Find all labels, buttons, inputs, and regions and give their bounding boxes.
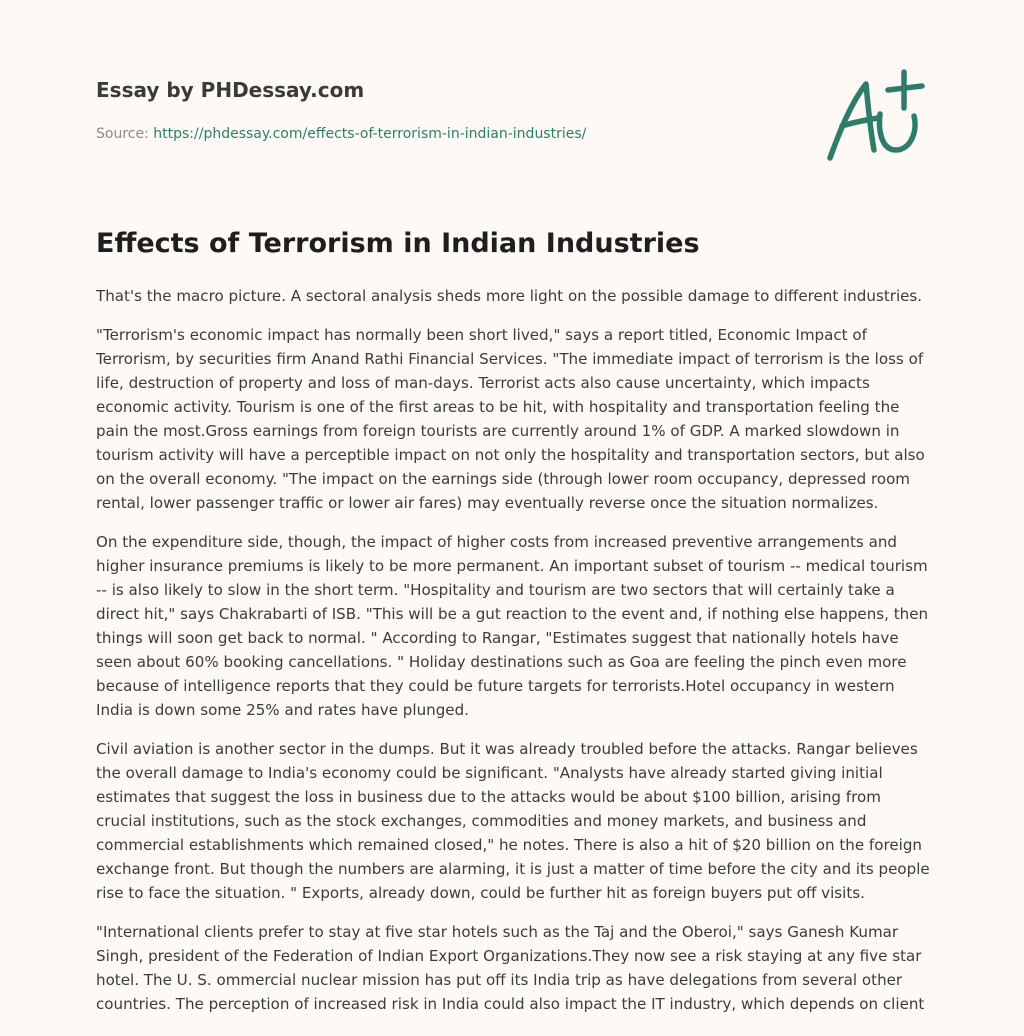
site-title: Essay by PHDessay.com bbox=[96, 78, 365, 102]
essay-paragraph: That's the macro picture. A sectoral analysis sheds more light on the possible damage to different industries. bbox=[96, 287, 923, 305]
essay-body bbox=[96, 222, 932, 1031]
a-plus-grade-icon bbox=[820, 66, 930, 166]
essay-paragraph: "International clients prefer to stay at five star hotels such as the Taj and the Oberoi," says Ganesh Kumar Singh, president of the Federation of Indian Export Organizations.They now see a risk staying at any five star hotel. The U. S. ommercial nuclear mission has put off its India trip as have delegations from several other countries. The perception of increased risk in India could also impact the IT industry, which depends on client bbox=[96, 923, 925, 1013]
source-label: Source: bbox=[96, 126, 154, 142]
essay-paragraph: Civil aviation is another sector in the dumps. But it was already troubled before the attacks. Rangar believes the overall damage to India's economy could be significant. "Analysts have already started giving initial estimates that suggest the loss in business due to the attacks would be about $100 billion, arising from crucial institutions, such as the stock exchanges, commodities and money markets, and business and commercial establishments which remained closed," he notes. There is also a hit of $20 billion on the foreign exchange front. But though the numbers are alarming, it is just a matter of time before the city and its people rise to face the situation. " Exports, already down, could be further hit as foreign buyers put off visits. bbox=[96, 740, 930, 902]
essay-header bbox=[96, 76, 796, 144]
source-line bbox=[96, 124, 796, 144]
essay-paragraph: On the expenditure side, though, the impact of higher costs from increased preventive arrangements and higher insurance premiums is likely to be more permanent. An important subset of tourism -- medical tourism -- is also likely to slow in the short term. "Hospitality and tourism are two sectors that will certainly take a direct hit," says Chakrabarti of ISB. "This will be a gut reaction to the event and, if nothing else happens, then things will soon get back to normal. " According to Rangar, "Estimates suggest that nationally hotels have seen about 60% booking cancellations. " Holiday destinations such as Goa are feeling the pinch even more because of intelligence reports that they could be future targets for terrorists.Hotel occupancy in western India is down some 25% and rates have plunged. bbox=[96, 533, 929, 719]
source-link[interactable]: https://phdessay.com/effects-of-terrorism-in-indian-industries/ bbox=[153, 126, 587, 142]
essay-paragraph: "Terrorism's economic impact has normally been short lived," says a report titled, Economic Impact of Terrorism, by securities firm Anand Rathi Financial Services. "The immediate impact of terrorism is the loss of life, destruction of property and loss of man-days. Terrorist acts also cause uncertainty, which impacts economic activity. Tourism is one of the first areas to be hit, with hospitality and transportation feeling the pain the most.Gross earnings from foreign tourists are currently around 1% of GDP. A marked slowdown in tourism activity will have a perceptible impact on not only the hospitality and transportation sectors, but also on the overall economy. "The impact on the earnings side (through lower room occupancy, depressed room rental, lower passenger traffic or lower air fares) may eventually reverse once the situation normalizes. bbox=[96, 326, 925, 512]
essay-title: Effects of Terrorism in Indian Industries bbox=[96, 228, 700, 259]
